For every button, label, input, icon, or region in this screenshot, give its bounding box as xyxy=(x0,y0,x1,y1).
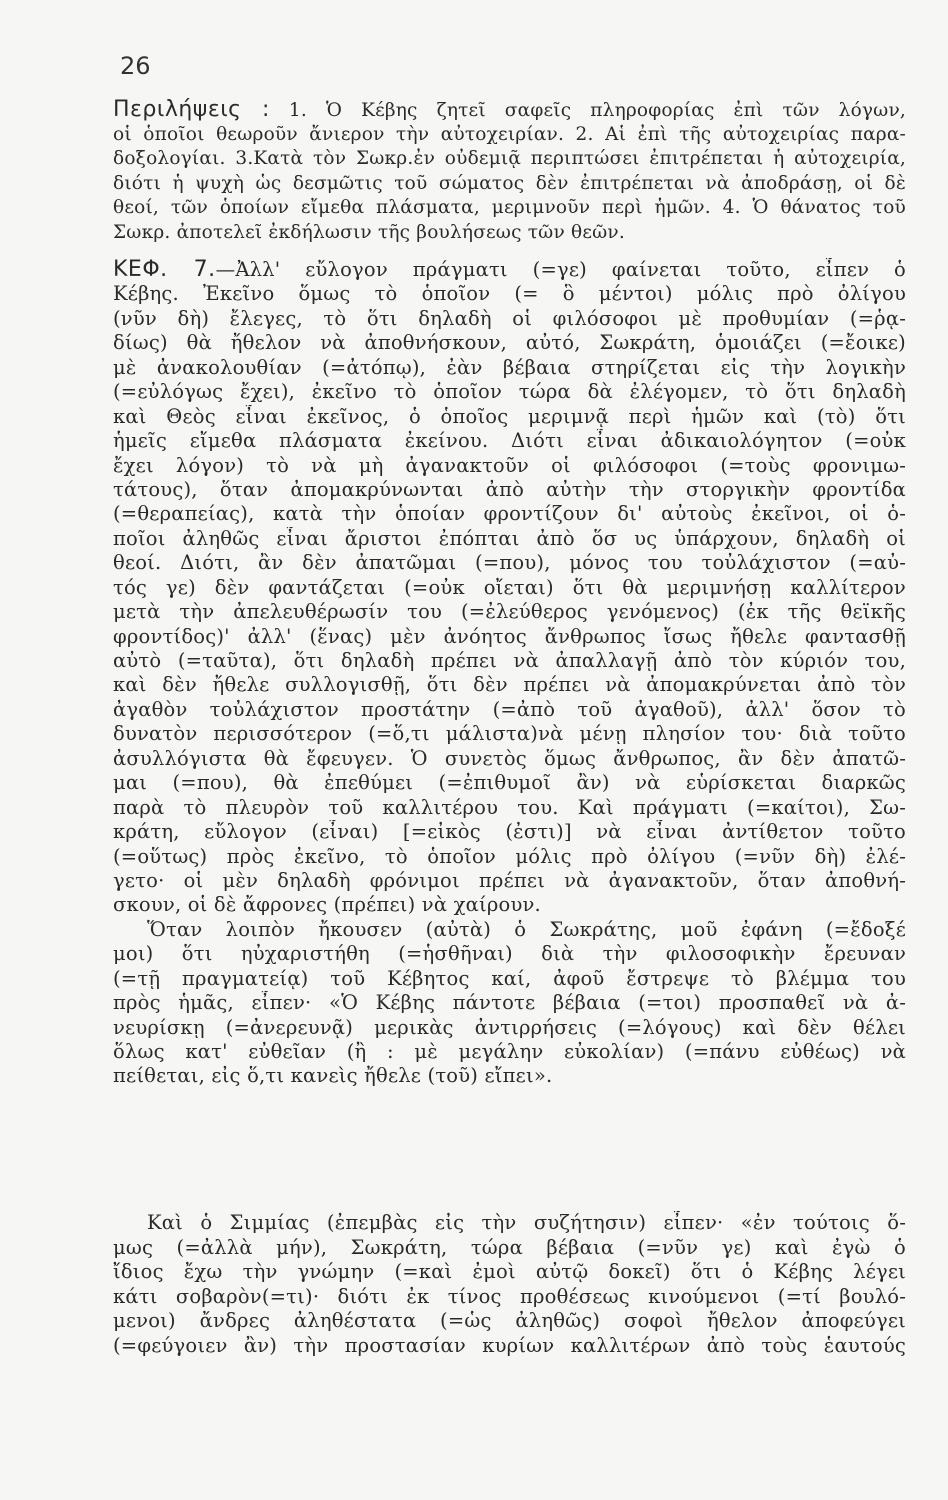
summary-line: οἱ ὁποῖοι θεωροῦν ἄνιερον τὴν αὐτοχειρίαν. 2. Αἱ ἐπὶ τῆς αὐτοχειρίας παρα- xyxy=(113,123,906,145)
summary-line: θεοί, τῶν ὁποίων εἴμεθα πλάσματα, μεριμνοῦν περὶ ἡμῶν. 4. Ὁ θάνατος τοῦ xyxy=(113,197,906,219)
text-line: φροντίδος)' ἀλλ' (ἕνας) μὲν ἀνόητος ἄνθρωπος ἴσως ἤθελε φαντασθῇ xyxy=(113,624,906,648)
text-line: (=τῇ πραγματείᾳ) τοῦ Κέβητος καί, ἀφοῦ ἔστρεψε τὸ βλέμμα του xyxy=(113,966,906,990)
paragraph-simmias xyxy=(113,1211,906,1359)
summary-block xyxy=(113,98,906,246)
text-line: (=θεραπείας), κατὰ τὴν ὁποίαν φροντίζουν δι' αὐτοὺς ἐκεῖνοι, οἱ ὁ- xyxy=(113,502,906,526)
text-line: δυνατὸν περισσότερον (=ὅ,τι μάλιστα)νὰ μένῃ πλησίον του· διὰ τοῦτο xyxy=(113,722,906,746)
chapter-text xyxy=(113,258,906,1089)
text-line: μως (=ἀλλὰ μήν), Σωκράτη, τώρα βέβαια (=νῦν γε) καὶ ἐγὼ ὁ xyxy=(113,1235,906,1259)
summary-line: Περιλήψεις : 1. Ὁ Κέβης ζητεῖ σαφεῖς πληροφορίας ἐπὶ τῶν λόγων, xyxy=(113,98,906,122)
text-line: Κέβης. Ἐκεῖνο ὅμως τὸ ὁποῖον (= ὃ μέντοι) μόλις πρὸ ὀλίγου xyxy=(113,282,906,306)
text-line: καὶ δὲν ἤθελε συλλογισθῇ, ὅτι δὲν πρέπει νὰ ἀπομακρύνεται ἀπὸ τὸν xyxy=(113,673,906,697)
text-line: γετο· οἱ μὲν δηλαδὴ φρόνιμοι πρέπει νὰ ἀγανακτοῦν, ὅταν ἀποθνή- xyxy=(113,868,906,892)
text-line: (=φεύγοιεν ἂν) τὴν προστασίαν κυρίων καλλιτέρων ἀπὸ τοὺς ἑαυτούς xyxy=(113,1333,906,1357)
text-line: μὲ ἀνακολουθίαν (=ἀτόπῳ), ἐὰν βέβαια στηρίζεται εἰς τὴν λογικὴν xyxy=(113,355,906,379)
text-line: ποῖοι ἀληθῶς εἶναι ἄριστοι ἐπόπται ἀπὸ ὅσ υς ὑπάρχουν, δηλαδὴ οἱ xyxy=(113,526,906,550)
text-line: κράτη, εὔλογον (εἶναι) [=εἰκὸς (ἐστι)] νὰ εἶναι ἀντίθετον τοῦτο xyxy=(113,820,906,844)
chapter-label: ΚΕΦ. 7. xyxy=(113,258,216,282)
page-number: 26 xyxy=(120,52,151,80)
text-line: ὅλως κατ' εὐθεῖαν (ἢ : μὲ μεγάλην εὐκολίαν) (=πάνυ εὐθέως) νὰ xyxy=(113,1040,906,1063)
text-line: παρὰ τὸ πλευρὸν τοῦ καλλιτέρου του. Καὶ πράγματι (=καίτοι), Σω- xyxy=(113,795,906,819)
text-line: δίως) θὰ ἤθελον νὰ ἀποθνήσκουν, αὐτό, Σωκράτη, ὁμοιάζει (=ἔοικε) xyxy=(113,331,906,355)
text-line: ΚΕΦ. 7.—Ἀλλ' εὔλογον πράγματι (=γε) φαίνεται τοῦτο, εἶπεν ὁ xyxy=(113,258,906,282)
text-line: Ὅταν λοιπὸν ἤκουσεν (αὐτὰ) ὁ Σωκράτης, μοῦ ἐφάνη (=ἔδοξέ xyxy=(147,917,906,941)
text-line: θεοί. Διότι, ἂν δὲν ἀπατῶμαι (=που), μόνος του τοὐλάχιστον (=αὐ- xyxy=(113,551,906,575)
text-line: καὶ Θεὸς εἶναι ἐκεῖνος, ὁ ὁποῖος μεριμνᾷ περὶ ἡμῶν καὶ (τὸ) ὅτι xyxy=(113,404,906,428)
text-line: μαι (=που), θὰ ἐπεθύμει (=ἐπιθυμοῖ ἂν) νὰ εὑρίσκεται διαρκῶς xyxy=(113,771,906,795)
text-line: ἔχει λόγον) τὸ νὰ μὴ ἀγανακτοῦν οἱ φιλόσοφοι (=τοὺς φρονιμω- xyxy=(113,453,906,477)
text-line: ἀσυλλόγιστα θὰ ἔφευγεν. Ὁ συνετὸς ὅμως ἄνθρωπος, ἂν δὲν ἀπατῶ- xyxy=(113,746,906,770)
text-line: πείθεται, εἰς ὅ,τι κανεὶς ἤθελε (τοῦ) εἴπει». xyxy=(113,1064,553,1088)
text-line: (=εὐλόγως ἔχει), ἐκεῖνο τὸ ὁποῖον τώρα δὰ ἐλέγομεν, τὸ ὅτι δηλαδὴ xyxy=(113,380,906,404)
summary-line: διότι ἡ ψυχὴ ὡς δεσμῶτις τοῦ σώματος δὲν ἐπιτρέπεται νὰ ἀποδράσῃ, οἱ δὲ xyxy=(113,172,906,194)
summary-label: Περιλήψεις : xyxy=(113,98,270,122)
text-line: Καὶ ὁ Σιμμίας (ἐπεμβὰς εἰς τὴν συζήτησιν) εἶπεν· «ἐν τούτοις ὅ- xyxy=(147,1211,906,1234)
text-line: ἡμεῖς εἴμεθα πλάσματα ἐκείνου. Διότι εἶναι ἀδικαιολόγητον (=οὐκ xyxy=(113,429,906,453)
text-line: πρὸς ἡμᾶς, εἶπεν· «Ὁ Κέβης πάντοτε βέβαια (=τοι) προσπαθεῖ νὰ ἀ- xyxy=(113,991,906,1015)
summary-line: δοξολογίαι. 3.Κατὰ τὸν Σωκρ.ἐν οὐδεμιᾷ περιπτώσει ἐπιτρέπεται ἡ αὐτοχειρία, xyxy=(113,148,906,170)
text-line: ἀγαθὸν τοὐλάχιστον προστάτην (=ἀπὸ τοῦ ἀγαθοῦ), ἀλλ' ὅσον τὸ xyxy=(113,697,906,721)
summary-line: Σωκρ. ἀποτελεῖ ἐκδήλωσιν τῆς βουλήσεως τῶν θεῶν. xyxy=(113,221,625,243)
text-line: σκουν, οἱ δὲ ἄφρονες (πρέπει) νὰ χαίρουν. xyxy=(113,893,541,917)
text-line: νευρίσκῃ (=ἀνερευνᾷ) μερικὰς ἀντιρρήσεις (=λόγους) καὶ δὲν θέλει xyxy=(113,1015,906,1039)
text-line: κάτι σοβαρὸν(=τι)· διότι ἐκ τίνος προθέσεως κινούμενοι (=τί βουλό- xyxy=(113,1284,906,1308)
text-line: ἴδιος ἔχω τὴν γνώμην (=καὶ ἐμοὶ αὐτῷ δοκεῖ) ὅτι ὁ Κέβης λέγει xyxy=(113,1260,906,1284)
text-line: μοι) ὅτι ηὐχαριστήθη (=ἡσθῆναι) διὰ τὴν φιλοσοφικὴν ἔρευναν xyxy=(113,942,906,966)
text-line: (=οὕτως) πρὸς ἐκεῖνο, τὸ ὁποῖον μόλις πρὸ ὀλίγου (=νῦν δὴ) ἐλέ- xyxy=(113,844,906,868)
text-line: (νῦν δὴ) ἔλεγες, τὸ ὅτι δηλαδὴ οἱ φιλόσοφοι μὲ προθυμίαν (=ῥᾳ- xyxy=(113,306,906,330)
text-line: αὐτὸ (=ταῦτα), ὅτι δηλαδὴ πρέπει νὰ ἀπαλλαγῇ ἀπὸ τὸν κύριόν του, xyxy=(113,649,906,672)
text-line: τός γε) δὲν φαντάζεται (=οὐκ οἴεται) ὅτι θὰ μεριμνήσῃ καλλίτερον xyxy=(113,575,906,599)
text-line: τάτους), ὅταν ἀπομακρύνωνται ἀπὸ αὐτὴν τὴν στοργικὴν φροντίδα xyxy=(113,477,906,501)
text-line: μετὰ τὴν ἀπελευθέρωσίν του (=ἐλεύθερος γενόμενος) (ἐκ τῆς θεϊκῆς xyxy=(113,600,906,624)
text-line: μενοι) ἄνδρες ἀληθέστατα (=ὡς ἀληθῶς) σοφοὶ ἤθελον ἀποφεύγει xyxy=(113,1309,906,1333)
